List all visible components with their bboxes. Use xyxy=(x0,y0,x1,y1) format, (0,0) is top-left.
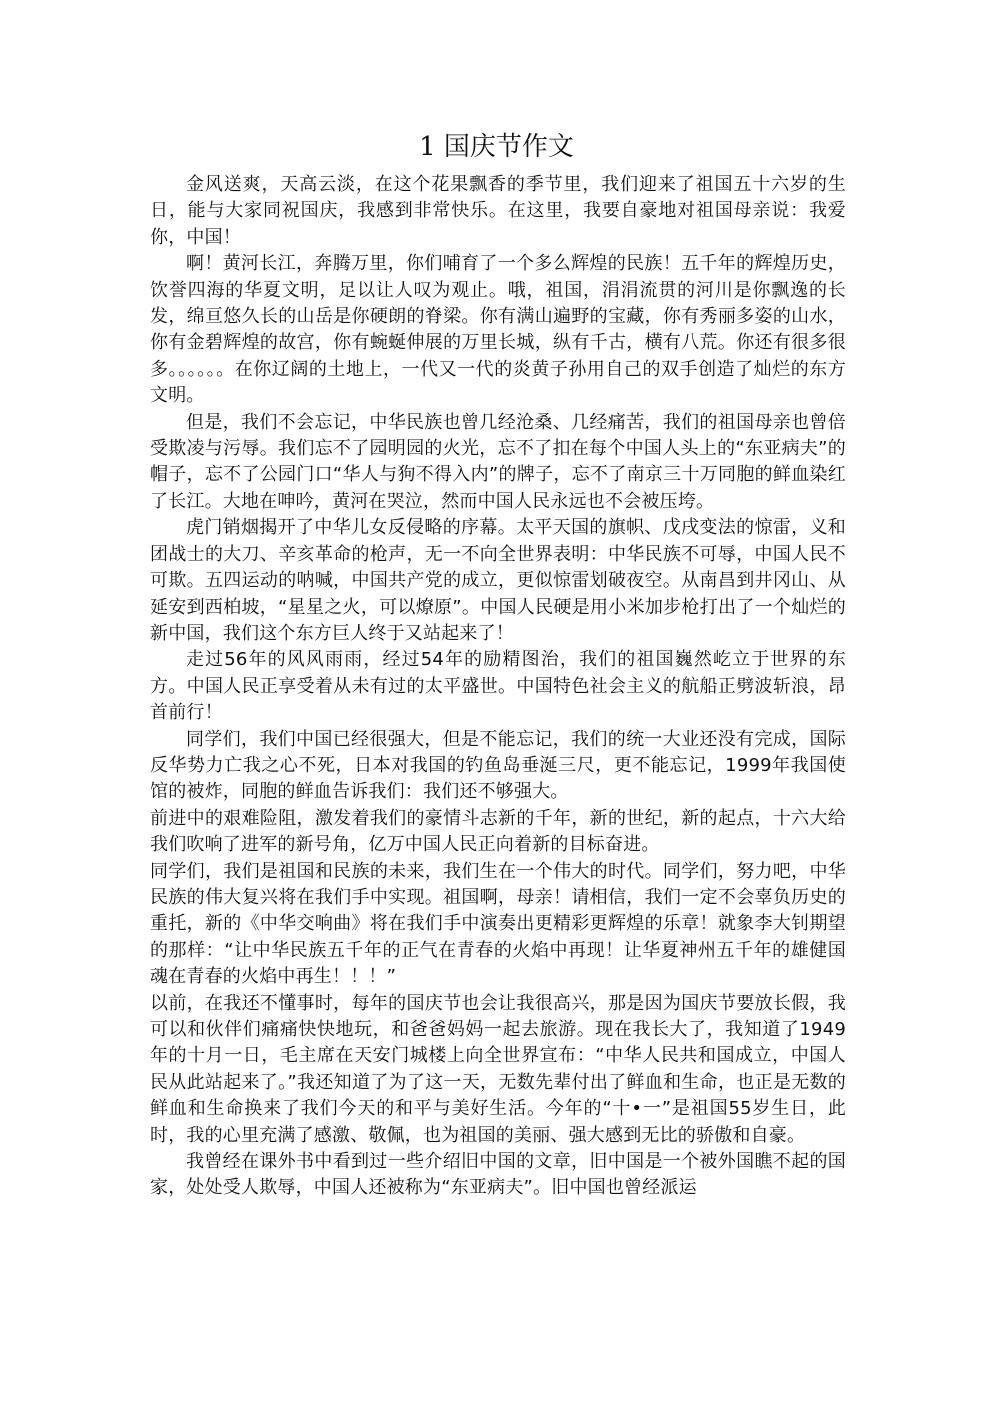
document-title: 1 国庆节作文 xyxy=(419,132,574,162)
paragraph: 以前，在我还不懂事时，每年的国庆节也会让我很高兴，那是因为国庆节要放长假，我可以和伙伴们痛痛快快地玩，和爸爸妈妈一起去旅游。现在我长大了，我知道了1949年的十月一日，毛主席在天安门城楼上向全世界宣布：“中华人民共和国成立，中国人民从此站起来了。”我还知道了为了这一天，无数先辈付出了鲜血和生命，也正是无数的鲜血和生命换来了我们今天的和平与美好生活。今年的“十•一”是祖国55岁生日，此时，我的心里充满了感激、敬佩，也为祖国的美丽、强大感到无比的骄傲和自豪。 xyxy=(150,992,846,1146)
paragraph: 虎门销烟揭开了中华儿女反侵略的序幕。太平天国的旗帜、戊戌变法的惊雷，义和团战士的大刀、辛亥革命的枪声，无一不向全世界表明：中华民族不可辱，中国人民不可欺。五四运动的呐喊，中国共产党的成立，更似惊雷划破夜空。从南昌到井冈山、从延安到西柏坡，“星星之火，可以燎原”。中国人民硬是用小米加步枪打出了一个灿烂的新中国，我们这个东方巨人终于又站起来了！ xyxy=(150,517,846,644)
paragraph: 啊！黄河长江，奔腾万里，你们哺育了一个多么辉煌的民族！五千年的辉煌历史，饮誉四海的华夏文明，足以让人叹为观止。哦，祖国，涓涓流贯的河川是你飘逸的长发，绵亘悠久长的山岳是你硬朗的脊梁。你有满山遍野的宝藏，你有秀丽多姿的山水，你有金碧辉煌的故宫，你有蜿蜒伸展的万里长城，纵有千古，横有八荒。你还有很多很多。。。。。。在你辽阔的土地上，一代又一代的炎黄子孙用自己的双手创造了灿烂的东方文明。 xyxy=(150,253,846,407)
document-body xyxy=(150,172,846,1202)
paragraph: 我曾经在课外书中看到过一些介绍旧中国的文章，旧中国是一个被外国瞧不起的国家，处处受人欺辱，中国人还被称为“东亚病夫”。旧中国也曾经派运 xyxy=(150,1151,846,1199)
paragraph: 前进中的艰难险阻，激发着我们的豪情斗志新的千年，新的世纪，新的起点，十六大给我们吹响了进军的新号角，亿万中国人民正向着新的目标奋进。 xyxy=(150,807,846,856)
paragraph: 走过56年的风风雨雨，经过54年的励精图治，我们的祖国巍然屹立于世界的东方。中国人民正享受着从未有过的太平盛世。中国特色社会主义的航船正劈波斩浪，昂首前行！ xyxy=(150,649,846,724)
paragraph: 金风送爽，天高云淡，在这个花果飘香的季节里，我们迎来了祖国五十六岁的生日，能与大家同祝国庆，我感到非常快乐。在这里，我要自豪地对祖国母亲说：我爱你，中国！ xyxy=(150,174,846,248)
paragraph: 同学们，我们是祖国和民族的未来，我们生在一个伟大的时代。同学们，努力吧，中华民族的伟大复兴将在我们手中实现。祖国啊，母亲！请相信，我们一定不会辜负历史的重托，新的《中华交响曲》将在我们手中演奏出更精彩更辉煌的乐章！就象李大钊期望的那样：“让中华民族五千年的正气在青春的火焰中再现！让华夏神州五千年的雄健国魂在青春的火焰中再生！！！” xyxy=(150,860,846,988)
paragraph: 但是，我们不会忘记，中华民族也曾几经沧桑、几经痛苦，我们的祖国母亲也曾倍受欺凌与污辱。我们忘不了园明园的火光，忘不了扣在每个中国人头上的“东亚病夫”的帽子，忘不了公园门口“华人与狗不得入内”的牌子，忘不了南京三十万同胞的鲜血染红了长江。大地在呻吟，黄河在哭泣，然而中国人民永远也不会被压垮。 xyxy=(150,411,846,512)
paragraph: 同学们，我们中国已经很强大，但是不能忘记，我们的统一大业还没有完成，国际反华势力亡我之心不死，日本对我国的钓鱼岛垂涎三尺，更不能忘记，1999年我国使馆的被炸，同胞的鲜血告诉我们：我们还不够强大。 xyxy=(150,728,846,803)
